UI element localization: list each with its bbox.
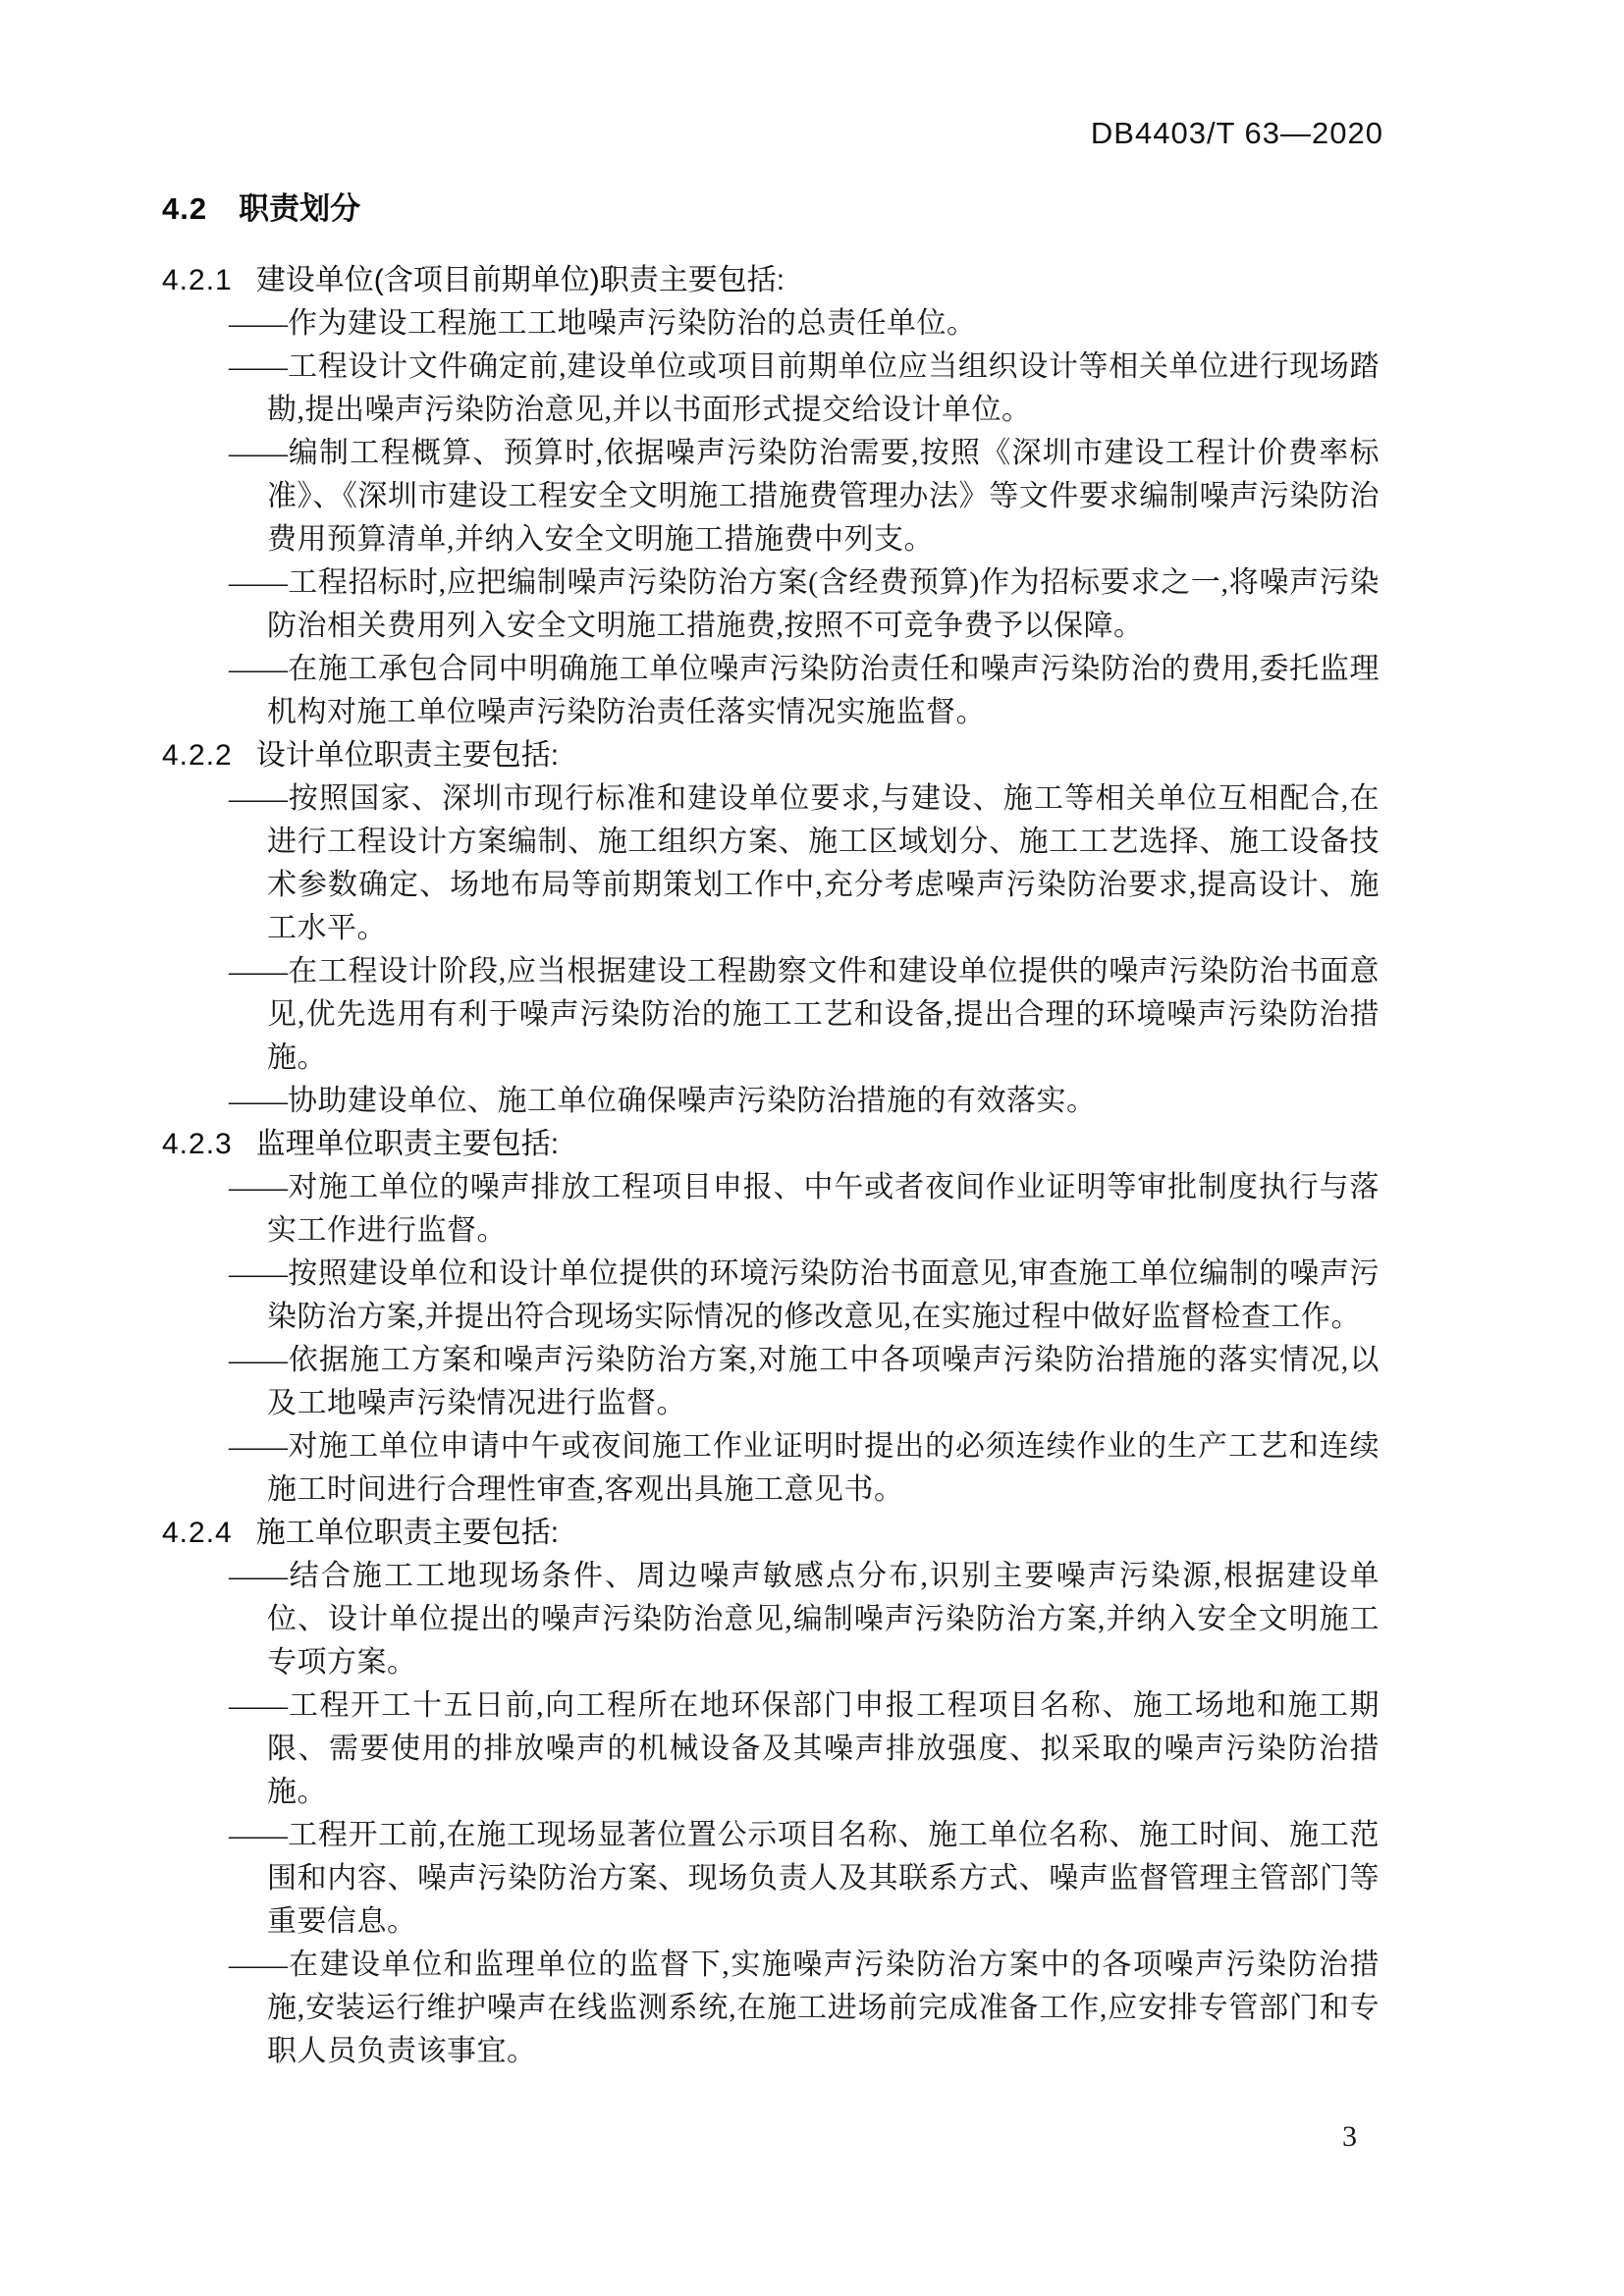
dash-item-text: 对施工单位的噪声排放工程项目申报、中午或者夜间作业证明等审批制度执行与落实工作进行监督。 bbox=[267, 1171, 1380, 1247]
dash-item bbox=[162, 302, 1380, 346]
clause-title: 职责划分 bbox=[239, 191, 361, 226]
dash-prefix: —— bbox=[229, 1819, 288, 1851]
dash-item-text: 作为建设工程施工工地噪声污染防治的总责任单位。 bbox=[288, 307, 977, 340]
dash-prefix: —— bbox=[229, 350, 288, 383]
dash-item bbox=[162, 777, 1380, 950]
dash-prefix: —— bbox=[229, 307, 288, 340]
subclause-title: 施工单位职责主要包括: bbox=[255, 1517, 560, 1549]
dash-item bbox=[162, 1425, 1380, 1512]
dash-item-text: 工程设计文件确定前,建设单位或项目前期单位应当组织设计等相关单位进行现场踏勘,提出噪声污染防治意见,并以书面形式提交给设计单位。 bbox=[267, 350, 1380, 426]
dash-item-text: 在施工承包合同中明确施工单位噪声污染防治责任和噪声污染防治的费用,委托监理机构对施工单位噪声污染防治责任落实情况实施监督。 bbox=[267, 653, 1380, 728]
dash-item bbox=[162, 1684, 1380, 1814]
dash-item-text: 工程招标时,应把编制噪声污染防治方案(含经费预算)作为招标要求之一,将噪声污染防治相关费用列入安全文明施工措施费,按照不可竞争费予以保障。 bbox=[267, 566, 1380, 642]
dash-item bbox=[162, 561, 1380, 648]
subclause-number: 4.2.4 bbox=[162, 1517, 233, 1549]
dash-item-text: 结合施工工地现场条件、周边噪声敏感点分布,识别主要噪声污染源,根据建设单位、设计单位提出的噪声污染防治意见,编制噪声污染防治方案,并纳入安全文明施工专项方案。 bbox=[267, 1560, 1380, 1679]
dash-item-text: 协助建设单位、施工单位确保噪声污染防治措施的有效落实。 bbox=[288, 1085, 1097, 1117]
subclause-items bbox=[162, 777, 1380, 1123]
page-number: 3 bbox=[1342, 2120, 1357, 2153]
dash-item bbox=[162, 1814, 1380, 1944]
subclause-title: 监理单位职责主要包括: bbox=[255, 1128, 560, 1160]
dash-item-text: 在工程设计阶段,应当根据建设工程勘察文件和建设单位提供的噪声污染防治书面意见,优先选用有利于噪声污染防治的施工工艺和设备,提出合理的环境噪声污染防治措施。 bbox=[267, 955, 1380, 1074]
subclause-heading bbox=[162, 1123, 1380, 1166]
dash-item-text: 按照建设单位和设计单位提供的环境污染防治书面意见,审查施工单位编制的噪声污染防治方案,并提出符合现场实际情况的修改意见,在实施过程中做好监督检查工作。 bbox=[267, 1257, 1380, 1333]
dash-item bbox=[162, 648, 1380, 734]
subclause-number: 4.2.2 bbox=[162, 739, 233, 772]
dash-item bbox=[162, 1944, 1380, 2073]
clause-heading bbox=[162, 187, 1380, 232]
dash-prefix: —— bbox=[229, 1949, 288, 1981]
document-body bbox=[162, 187, 1380, 2073]
dash-item-text: 依据施工方案和噪声污染防治方案,对施工中各项噪声污染防治措施的落实情况,以及工地噪声污染情况进行监督。 bbox=[267, 1344, 1380, 1419]
subclauses-container bbox=[162, 259, 1380, 2073]
dash-prefix: —— bbox=[229, 653, 288, 685]
subclause-title: 设计单位职责主要包括: bbox=[255, 739, 560, 772]
subclause-number: 4.2.1 bbox=[162, 264, 233, 296]
subclause-title: 建设单位(含项目前期单位)职责主要包括: bbox=[255, 264, 785, 296]
dash-prefix: —— bbox=[229, 1171, 288, 1203]
dash-item-text: 按照国家、深圳市现行标准和建设单位要求,与建设、施工等相关单位互相配合,在进行工程设计方案编制、施工组织方案、施工区域划分、施工工艺选择、施工设备技术参数确定、场地布局等前期策划工作中,充分考虑噪声污染防治要求,提高设计、施工水平。 bbox=[267, 782, 1380, 944]
subclause-items bbox=[162, 1555, 1380, 2073]
page-header-standard-code: DB4403/T 63—2020 bbox=[1090, 116, 1383, 150]
dash-item-text: 在建设单位和监理单位的监督下,实施噪声污染防治方案中的各项噪声污染防治措施,安装运行维护噪声在线监测系统,在施工进场前完成准备工作,应安排专管部门和专职人员负责该事宜。 bbox=[267, 1949, 1380, 2067]
subclause-items bbox=[162, 1166, 1380, 1512]
subclause bbox=[162, 259, 1380, 734]
dash-prefix: —— bbox=[229, 955, 288, 988]
dash-item bbox=[162, 1339, 1380, 1425]
dash-prefix: —— bbox=[229, 1560, 288, 1592]
dash-item bbox=[162, 1253, 1380, 1339]
dash-prefix: —— bbox=[229, 437, 288, 469]
dash-item bbox=[162, 346, 1380, 432]
dash-prefix: —— bbox=[229, 566, 288, 599]
dash-item-text: 对施工单位申请中午或夜间施工作业证明时提出的必须连续作业的生产工艺和连续施工时间进行合理性审查,客观出具施工意见书。 bbox=[267, 1430, 1380, 1506]
dash-item bbox=[162, 1166, 1380, 1253]
subclause-number: 4.2.3 bbox=[162, 1128, 233, 1160]
dash-item bbox=[162, 432, 1380, 561]
dash-item bbox=[162, 1555, 1380, 1684]
dash-item-text: 工程开工十五日前,向工程所在地环保部门申报工程项目名称、施工场地和施工期限、需要使用的排放噪声的机械设备及其噪声排放强度、拟采取的噪声污染防治措施。 bbox=[267, 1689, 1380, 1808]
subclause-items bbox=[162, 302, 1380, 734]
dash-prefix: —— bbox=[229, 1689, 288, 1722]
dash-prefix: —— bbox=[229, 1085, 288, 1117]
subclause bbox=[162, 734, 1380, 1123]
dash-prefix: —— bbox=[229, 1344, 288, 1376]
dash-prefix: —— bbox=[229, 1257, 288, 1290]
dash-item-text: 编制工程概算、预算时,依据噪声污染防治需要,按照《深圳市建设工程计价费率标准》、《深圳市建设工程安全文明施工措施费管理办法》等文件要求编制噪声污染防治费用预算清单,并纳入安全文明施工措施费中列支。 bbox=[267, 437, 1380, 556]
subclause bbox=[162, 1123, 1380, 1512]
dash-item-text: 工程开工前,在施工现场显著位置公示项目名称、施工单位名称、施工时间、施工范围和内容、噪声污染防治方案、现场负责人及其联系方式、噪声监督管理主管部门等重要信息。 bbox=[267, 1819, 1380, 1938]
subclause bbox=[162, 1512, 1380, 2073]
dash-prefix: —— bbox=[229, 782, 288, 815]
subclause-heading bbox=[162, 259, 1380, 302]
dash-item bbox=[162, 1080, 1380, 1123]
dash-item bbox=[162, 950, 1380, 1080]
dash-prefix: —— bbox=[229, 1430, 288, 1463]
clause-number: 4.2 bbox=[162, 191, 208, 226]
subclause-heading bbox=[162, 1512, 1380, 1555]
subclause-heading bbox=[162, 734, 1380, 777]
